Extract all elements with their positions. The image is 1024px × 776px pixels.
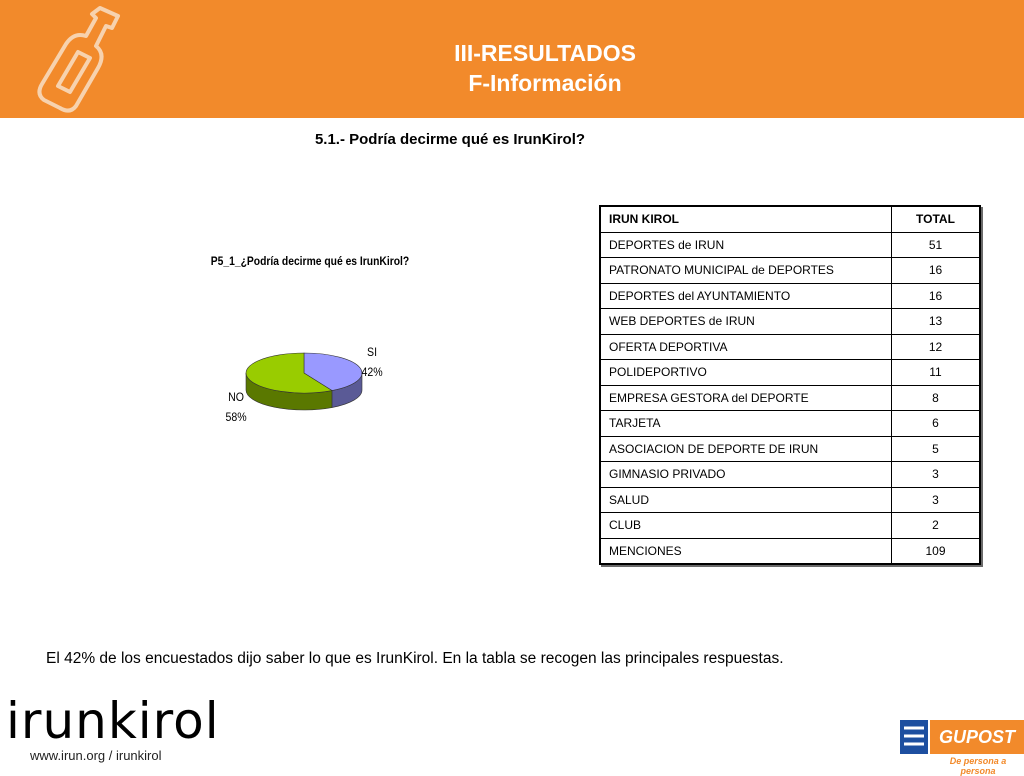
responses-table <box>599 205 981 565</box>
table-cell-total: 3 <box>892 487 981 513</box>
table-cell-total: 16 <box>892 283 981 309</box>
table-cell-total: 13 <box>892 309 981 335</box>
footer-url: www.irun.org / irunkirol <box>30 748 162 763</box>
table-row <box>600 283 980 309</box>
irunkirol-logo-text: irunkirol <box>6 692 220 750</box>
table-cell-total: 11 <box>892 360 981 386</box>
table-cell-category: SALUD <box>600 487 892 513</box>
gupost-name: GUPOST <box>930 720 1024 754</box>
table-row <box>600 309 980 335</box>
label-no-percent: 58% <box>225 410 247 424</box>
pie-chart <box>190 250 430 450</box>
summary-note: El 42% de los encuestados dijo saber lo que es IrunKirol. En la tabla se recogen las principales respuestas. <box>46 650 784 667</box>
table-row <box>600 487 980 513</box>
label-si <box>361 342 382 382</box>
table-cell-category: OFERTA DEPORTIVA <box>600 334 892 360</box>
table-cell-category: WEB DEPORTES de IRUN <box>600 309 892 335</box>
table-row <box>600 232 980 258</box>
table-row <box>600 513 980 539</box>
gupost-emblem-icon <box>900 720 928 754</box>
table-header-row <box>600 206 980 232</box>
table-row <box>600 462 980 488</box>
table-cell-category: POLIDEPORTIVO <box>600 360 892 386</box>
table-cell-total: 51 <box>892 232 981 258</box>
label-si-category: SI <box>367 345 378 359</box>
table-cell-category: CLUB <box>600 513 892 539</box>
table-cell-category: DEPORTES de IRUN <box>600 232 892 258</box>
table-cell-category: EMPRESA GESTORA del DEPORTE <box>600 385 892 411</box>
table-cell-total: 6 <box>892 411 981 437</box>
table-cell-total: 109 <box>892 538 981 564</box>
table-cell-category: MENCIONES <box>600 538 892 564</box>
table-cell-total: 5 <box>892 436 981 462</box>
table-cell-total: 2 <box>892 513 981 539</box>
table-row <box>600 436 980 462</box>
gupost-logo <box>900 718 1024 776</box>
page-subtitle: 5.1.- Podría decirme qué es IrunKirol? <box>314 131 586 148</box>
table-row <box>600 538 980 564</box>
bottle-icon <box>28 2 138 114</box>
header-title-line1: III-RESULTADOS <box>454 40 636 66</box>
table-cell-total: 3 <box>892 462 981 488</box>
label-no-category: NO <box>228 390 244 404</box>
table-cell-total: 8 <box>892 385 981 411</box>
table-cell-total: 16 <box>892 258 981 284</box>
table-header-category: IRUN KIROL <box>600 206 892 232</box>
label-no <box>225 387 246 427</box>
table-cell-category: DEPORTES del AYUNTAMIENTO <box>600 283 892 309</box>
chart-title: P5_1_¿Podría decirme qué es IrunKirol? <box>210 254 410 268</box>
table-cell-category: GIMNASIO PRIVADO <box>600 462 892 488</box>
table-row <box>600 385 980 411</box>
table-cell-category: TARJETA <box>600 411 892 437</box>
table-row <box>600 258 980 284</box>
table-cell-category: ASOCIACION DE DEPORTE DE IRUN <box>600 436 892 462</box>
label-si-percent: 42% <box>361 365 383 379</box>
header-title-line2: F-Información <box>468 70 622 96</box>
table-row <box>600 334 980 360</box>
table-cell-total: 12 <box>892 334 981 360</box>
header-banner <box>0 0 1024 118</box>
table-row <box>600 411 980 437</box>
table-cell-category: PATRONATO MUNICIPAL de DEPORTES <box>600 258 892 284</box>
gupost-tagline: De persona a persona <box>949 756 1007 776</box>
table-row <box>600 360 980 386</box>
irunkirol-logo <box>6 688 226 750</box>
table-header-total: TOTAL <box>892 206 981 232</box>
